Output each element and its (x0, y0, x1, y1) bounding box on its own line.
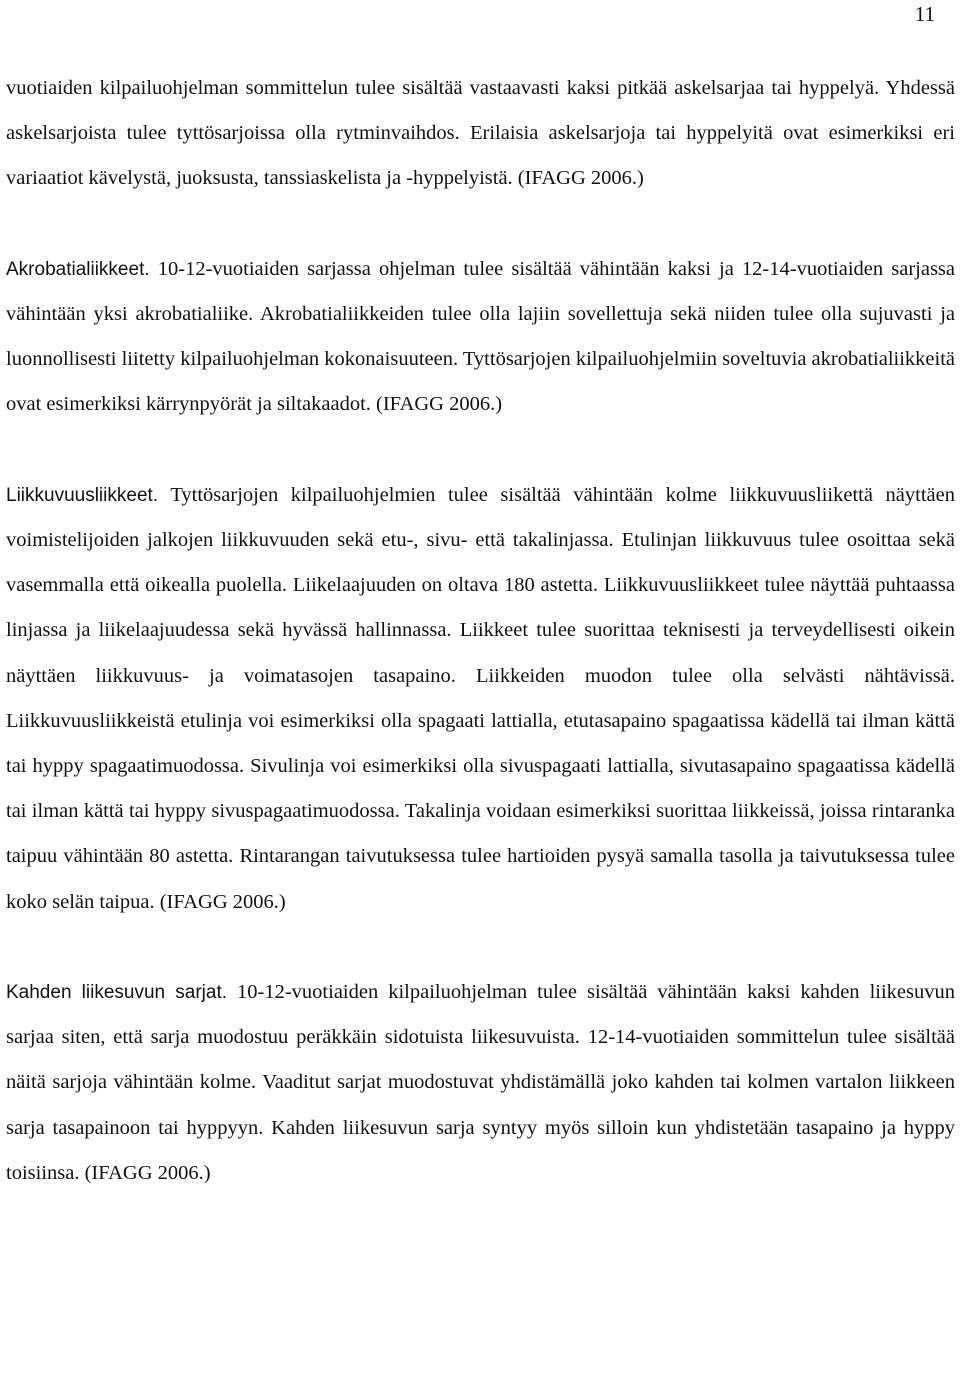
paragraph-hyppelyt (6, 66, 955, 202)
paragraph-spacer (6, 428, 955, 473)
paragraph-kahden-liikesuvun-sarjat (6, 970, 955, 1196)
paragraph-heading: Kahden liikesuvun sarjat. (6, 982, 228, 1004)
paragraph-spacer (6, 202, 955, 247)
document-body (6, 66, 955, 1196)
paragraph-text: 10-12-vuotiaiden kilpailuohjelman tulee sisältää vähintään kaksi kahden liikesuvun sarjaa siten, että sarja muodostuu peräkkäin sidotuista liikesuvuista. 12-14-vuotiaiden sommittelun tulee sisältää näitä sarjoja vähintään kolme. Vaaditut sarjat muodostuvat yhdistämällä joko kahden tai kolmen vartalon liikkeen sarja tasapainoon tai hyppyyn. Kahden liikesuvun sarja syntyy myös silloin kun yhdistetään tasapaino ja hyppy toisiinsa. (IFAGG 2006.) (6, 981, 955, 1184)
paragraph-spacer (6, 925, 955, 970)
paragraph-akrobatialiikkeet (6, 247, 955, 428)
paragraph-heading: Liikkuvuusliikkeet. (6, 484, 159, 506)
paragraph-liikkuvuusliikkeet (6, 473, 955, 925)
paragraph-text: Tyttösarjojen kilpailuohjelmien tulee sisältää vähintään kolme liikkuvuusliikettä näyttäen voimistelijoiden jalkojen liikkuvuuden sekä etu-, sivu- että takalinjassa. Etulinjan liikkuvuus tulee osoittaa sekä vasemmalla että oikealla puolella. Liikelaajuuden on oltava 180 astetta. Liikkuvuusliikkeet tulee näyttää puhtaassa linjassa ja liikelaajuudessa sekä hyvässä hallinnassa. Liikkeet tulee suorittaa teknisesti ja terveydellisesti oikein näyttäen liikkuvuus- ja voimatasojen tasapaino. Liikkeiden muodon tulee olla selvästi nähtävissä. Liikkuvuusliikkeistä etulinja voi esimerkiksi olla spagaati lattialla, etutasapaino spagaatissa kädellä tai ilman kättä tai hyppy spagaatimuodossa. Sivulinja voi esimerkiksi olla sivuspagaati lattialla, sivutasapaino spagaatissa kädellä tai ilman kättä tai hyppy sivuspagaatimuodossa. Takalinja voidaan esimerkiksi suorittaa liikkeissä, joissa rintaranka taipuu vähintään 80 astetta. Rintarangan taivutuksessa tulee hartioiden pysyä samalla tasolla ja taivutuksessa tulee koko selän taipua. (IFAGG 2006.) (6, 483, 955, 913)
paragraph-text: 10-12-vuotiaiden sarjassa ohjelman tulee sisältää vähintään kaksi ja 12-14-vuotiaiden sarjassa vähintään yksi akrobatialiike. Akrobatialiikkeiden tulee olla lajiin sovellettuja sekä niiden tulee olla sujuvasti ja luonnollisesti liitetty kilpailuohjelman kokonaisuuteen. Tyttösarjojen kilpailuohjelmiin soveltuvia akrobatialiikkeitä ovat esimerkiksi kärrynpyörät ja siltakaadot. (IFAGG 2006.) (6, 257, 956, 416)
page-number: 11 (914, 2, 935, 26)
paragraph-heading: Akrobatialiikkeet. (6, 258, 150, 280)
paragraph-text: vuotiaiden kilpailuohjelman sommittelun tulee sisältää vastaavasti kaksi pitkää askelsarjaa tai hyppelyä. Yhdessä askelsarjoista tulee tyttösarjoissa olla rytminvaihdos. Erilaisia askelsarjoja tai hyppelyitä ovat esimerkiksi eri variaatiot kävelystä, juoksusta, tanssiaskelista ja -hyppelyistä. (IFAGG 2006.) (6, 77, 955, 190)
